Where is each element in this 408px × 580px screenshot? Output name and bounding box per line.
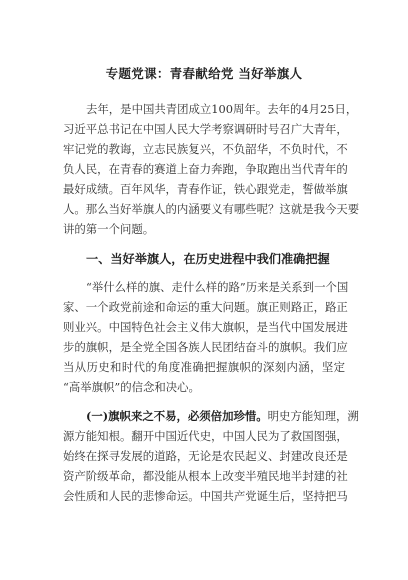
intro-line: 人。那么当好举旗人的内涵要义有哪些呢？这就是我今天要 bbox=[63, 202, 360, 216]
intro-line: 习近平总书记在中国人民大学考察调研时号召广大青年， bbox=[63, 122, 348, 136]
intro-line: 负人民，在青春的赛道上奋力奔跑，争取跑出当代青年的 bbox=[63, 162, 348, 176]
section-line: 则业兴。中国特色社会主义伟大旗帜，是当代中国发展进 bbox=[63, 320, 348, 334]
subsection-line: 始终在探寻发展的道路，无论是农民起义、封建改良还是 bbox=[63, 449, 348, 463]
intro-line: 讲的第一个问题。 bbox=[63, 222, 155, 236]
section-line: 家、一个政党前途和命运的重大问题。旗正则路正，路正 bbox=[63, 300, 348, 314]
subsection-lead-line bbox=[63, 408, 359, 424]
subsection-lead-rest: 明史方能知理，溯 bbox=[267, 409, 359, 423]
intro-line: 去年，是中国共青团成立100周年。去年的4月25日， bbox=[86, 102, 358, 116]
section-line: 步的旗帜，是全党全国各族人民团结奋斗的旗帜。我们应 bbox=[63, 340, 348, 354]
section-heading: 一、当好举旗人，在历史进程中我们准确把握 bbox=[86, 252, 330, 266]
subsection-line: 源方能知根。翻开中国近代史，中国人民为了救国图强， bbox=[63, 429, 348, 443]
section-line: “举什么样的旗、走什么样的路”历来是关系到一个国 bbox=[86, 280, 349, 294]
section-line: “高举旗帜”的信念和决心。 bbox=[63, 380, 200, 394]
document-title: 专题党课：青春献给党 当好举旗人 bbox=[105, 66, 303, 81]
subsection-line: 会性质和人民的悲惨命运。中国共产党诞生后，坚持把马 bbox=[63, 489, 348, 503]
intro-line: 最好成绩。百年风华，青春作证，铁心跟党走，誓做举旗 bbox=[63, 182, 348, 196]
subsection-line: 资产阶级革命，都没能从根本上改变半殖民地半封建的社 bbox=[63, 469, 348, 483]
subsection-heading: (一)旗帜来之不易，必须倍加珍惜。 bbox=[86, 409, 268, 423]
intro-line: 牢记党的教诲，立志民族复兴，不负韶华，不负时代，不 bbox=[63, 142, 348, 156]
section-line: 当从历史和时代的角度准确把握旗帜的深刻内涵，坚定 bbox=[63, 360, 345, 374]
